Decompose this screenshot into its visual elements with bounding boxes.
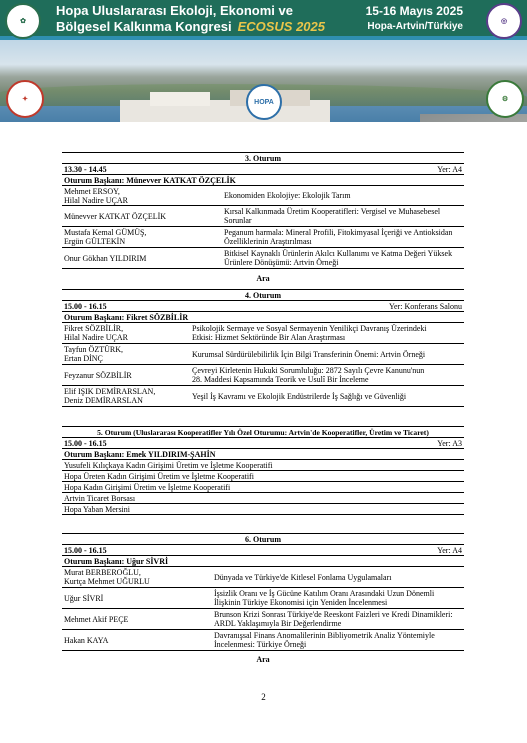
session-chair: Oturum Başkanı: Emek YILDIRIM-ŞAHİN <box>62 449 464 460</box>
authors-cell: Münevver KATKAT ÖZÇELİK <box>62 206 222 227</box>
paper-title-cell: Dünyada ve Türkiye'de Kitlesel Fonlama Uygulamaları <box>212 567 464 588</box>
paper-title-cell: Davranışsal Finans Anomalilerinin Bibliyometrik Analiz Yöntemiyle İncelenmesi: Türkiye Örneği <box>212 630 464 651</box>
paper-title-cell: İşsizlik Oranı ve İş Gücüne Katılım Oranı Arasındaki Uzun Dönemli İlişkinin Türkiye Ekonomisi için Yeniden İncelenmesi <box>212 588 464 609</box>
sponsor-logo-icon: ◎ <box>486 3 522 39</box>
break-label: Ara <box>256 274 270 283</box>
page-number: 2 <box>261 692 266 702</box>
session-time: 13.30 - 14.45 <box>62 164 222 175</box>
session-time: 15.00 - 16.15 <box>62 301 190 312</box>
session-title: 3. Oturum <box>62 153 464 164</box>
session-4 <box>62 289 464 407</box>
session-5 <box>62 426 464 515</box>
session-time: 15.00 - 16.15 Yer: A3 <box>64 438 462 448</box>
authors-cell: Tayfun ÖZTÜRK, Ertan DİNÇ <box>62 344 190 365</box>
session-6 <box>62 533 464 651</box>
paper-title-cell: Psikolojik Sermaye ve Sosyal Sermayenin Yenilikçi Davranış Üzerindeki Etkisi: Hizmet Sektöründe Bir Alan Araştırması <box>190 323 464 344</box>
break-label: Ara <box>256 655 270 664</box>
gear-logo-icon: ⚙ <box>486 80 524 118</box>
authors-cell: Murat BERBEROĞLU, Kurtça Mehmet UĞURLU <box>62 567 212 588</box>
paper-title-cell: Bitkisel Kaynaklı Ürünlerin Akılcı Kullanımı ve Katma Değeri Yüksek Ürünlere Dönüşümü: Artvin Örneği <box>222 248 464 269</box>
authors-cell: Hakan KAYA <box>62 630 212 651</box>
session-title: 6. Oturum <box>62 534 464 545</box>
session-time: 15.00 - 16.15 <box>62 545 212 556</box>
congress-location: Hopa-Artvin/Türkiye <box>367 21 463 32</box>
session-title: 4. Oturum <box>62 290 464 301</box>
session-chair: Oturum Başkanı: Fikret SÖZBİLİR <box>62 312 464 323</box>
congress-date: 15-16 Mayıs 2025 <box>365 4 463 18</box>
authors-cell: Mustafa Kemal GÜMÜŞ, Ergün GÜLTEKİN <box>62 227 222 248</box>
session-chair: Oturum Başkanı: Uğur SİVRİ <box>62 556 464 567</box>
authors-cell: Mehmet ERSOY, Hilal Nadire UÇAR <box>62 186 222 206</box>
list-item: Artvin Ticaret Borsası <box>62 493 464 504</box>
session-3 <box>62 152 464 269</box>
university-logo-icon: ✿ <box>5 3 41 39</box>
hopa-municipality-logo: HOPA <box>246 84 282 120</box>
header-banner <box>0 0 527 122</box>
authors-cell: Mehmet Akif PEÇE <box>62 609 212 630</box>
session-chair: Oturum Başkanı: Münevver KATKAT ÖZÇELİK <box>62 175 464 186</box>
session-room: Yer: A4 <box>212 545 464 556</box>
authors-cell: Elif IŞIK DEMİRARSLAN, Deniz DEMİRARSLAN <box>62 386 190 407</box>
paper-title-cell: Kırsal Kalkınmada Üretim Kooperatifleri: Vergisel ve Muhasebesel Sorunlar <box>222 206 464 227</box>
authors-cell: Onur Gökhan YILDIRIM <box>62 248 222 269</box>
paper-title-cell: Çevreyi Kirletenin Hukuki Sorumluluğu: 2872 Sayılı Çevre Kanunu'nun 28. Maddesi Kapsamında Teorik ve Usulî Bir İnceleme <box>190 365 464 386</box>
paper-title-cell: Kurumsal Sürdürülebilirlik İçin Bilgi Transferinin Önemi: Artvin Örneği <box>190 344 464 365</box>
list-item: Hopa Yaban Mersini <box>62 504 464 515</box>
authors-cell: Uğur SİVRİ <box>62 588 212 609</box>
paper-title-cell: Ekonomiden Ekolojiye: Ekolojik Tarım <box>222 186 464 206</box>
paper-title-cell: Brunson Krizi Sonrası Türkiye'de Reeskont Faizleri ve Kredi Dinamikleri: ARDL Yaklaşımıyla Bir Değerlendirme <box>212 609 464 630</box>
paper-title-cell: Yeşil İş Kavramı ve Ekolojik Endüstrilerde İş Sağlığı ve Güvenliği <box>190 386 464 407</box>
session-title: 5. Oturum (Uluslararası Kooperatifler Yılı Özel Oturumu: Artvin'de Kooperatifler, Üretim ve Ticaret) <box>62 427 464 438</box>
ministry-logo-icon: ✦ <box>6 80 44 118</box>
paper-title-cell: Peganum harmala: Mineral Profili, Fitokimyasal İçeriği ve Antioksidan Özelliklerinin Araştırılması <box>222 227 464 248</box>
list-item: Hopa Üreten Kadın Girişimi Üretim ve İşletme Kooperatifi <box>62 471 464 482</box>
list-item: Yusufeli Kılıçkaya Kadın Girişimi Üretim ve İşletme Kooperatifi <box>62 460 464 471</box>
congress-title-line2: Bölgesel Kalkınma Kongresi ECOSUS 2025 <box>56 19 325 34</box>
list-item: Hopa Kadın Girişimi Üretim ve İşletme Kooperatifi <box>62 482 464 493</box>
session-room: Yer: Konferans Salonu <box>190 301 464 312</box>
ecosus-brand: ECOSUS 2025 <box>237 19 325 34</box>
session-room: Yer: A4 <box>222 164 464 175</box>
authors-cell: Feyzanur SÖZBİLİR <box>62 365 190 386</box>
session-room: Yer: A3 <box>437 438 462 448</box>
authors-cell: Fikret SÖZBİLİR, Hilal Nadire UÇAR <box>62 323 190 344</box>
congress-title-line1: Hopa Uluslararası Ekoloji, Ekonomi ve <box>56 3 293 18</box>
